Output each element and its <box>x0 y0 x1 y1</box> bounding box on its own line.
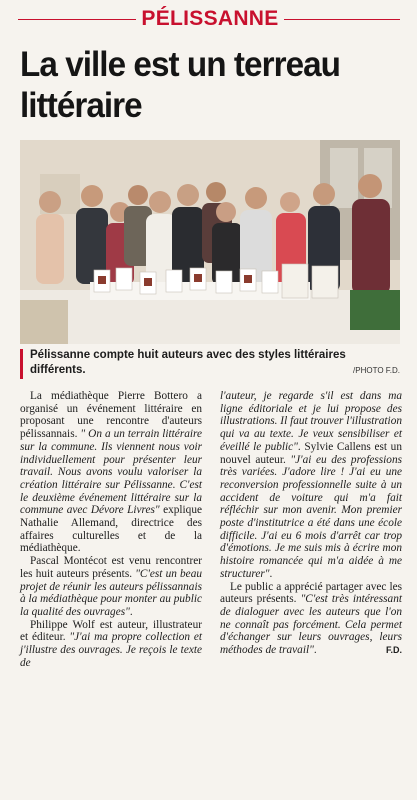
article-paragraph <box>20 555 202 619</box>
quote-text: "C'est un beau projet de réunir les auteurs pélissannais à la médiathèque pour monter au public la qualité des ouvrages" <box>20 567 202 618</box>
body-text: Pascal Montécot est venu rencontrer les huit auteurs présents. <box>20 555 202 580</box>
quote-text: "J'ai eu des professions très variées. J'adore lire ! J'ai eu une reconversion professionnelle suite à un accident de voiture qui m'a fait réfléchir sur mon avenir. Mon premier poste d'institutrice a été dans une école difficile. J'ai eu 6 mois d'arrêt car trop d'émotions. Je me suis mis à écrire mon histoire romancée qui m'a aidée à me structurer" <box>220 453 402 580</box>
article-paragraph <box>220 390 402 581</box>
article-column-2 <box>220 390 402 657</box>
section-kicker: PÉLISSANNE <box>141 7 279 30</box>
article-paragraph <box>20 390 202 555</box>
headline: La ville est un terreau littéraire <box>20 45 341 125</box>
article-paragraph <box>220 581 402 657</box>
body-text: Philippe Wolf est auteur, illustrateur et éditeur. <box>20 618 202 644</box>
quote-text: " On a un terrain littéraire sur la commune. Ils viennent nous voir individuellement pour présenter leur travail. Nous avons voulu valoriser la création littéraire sur Pélissanne. C'est le deuxième événement littéraire sur la commune avec Dévore Livres" <box>20 428 202 517</box>
photo-credit: /PHOTO F.D. <box>353 366 400 375</box>
body-text: . <box>129 605 133 618</box>
kicker-rule-left <box>18 19 136 20</box>
quote-text: "J'ai ma propre collection et j'illustre des ouvrages. Je reçois le texte de <box>20 631 202 669</box>
body-text: La médiathèque Pierre Bottero a organisé un événement littéraire en proposant une rencontre d'auteurs pélissannais. <box>20 390 202 441</box>
caption-accent-bar <box>20 349 23 379</box>
kicker-row <box>0 6 417 32</box>
body-text: . <box>269 567 273 580</box>
quote-text: l'auteur, je regarde s'il est dans ma ligne éditoriale et je lui propose des illustrations. Il faut trouver l'illustration qui va au texte. Je veux sensibiliser et éveillé le public" <box>220 390 402 453</box>
article-paragraph <box>20 619 202 670</box>
group-photo <box>20 140 400 344</box>
photo-caption: Pélissanne compte huit auteurs avec des styles littéraires différents. <box>30 349 346 376</box>
body-text: . <box>313 644 317 657</box>
article-column-1 <box>20 390 202 669</box>
body-text: . Sylvie Callens est un nouvel auteur. <box>220 440 402 466</box>
quote-text: "C'est très intéressant de dialoguer avec les auteurs que l'on ne connaît pas forcément. Cela permet d'échanger sur leurs ouvrages, leurs méthodes de travail" <box>220 593 402 657</box>
body-text: explique Nathalie Allemand, directrice des affaires culturelles et de la médiathèque. <box>20 504 202 555</box>
body-text: Le public a apprécié partager avec les auteurs présents. <box>220 580 402 606</box>
group-photo-illustration <box>20 140 400 344</box>
kicker-rule-right <box>284 19 400 20</box>
author-signature: F.D. <box>385 645 402 656</box>
